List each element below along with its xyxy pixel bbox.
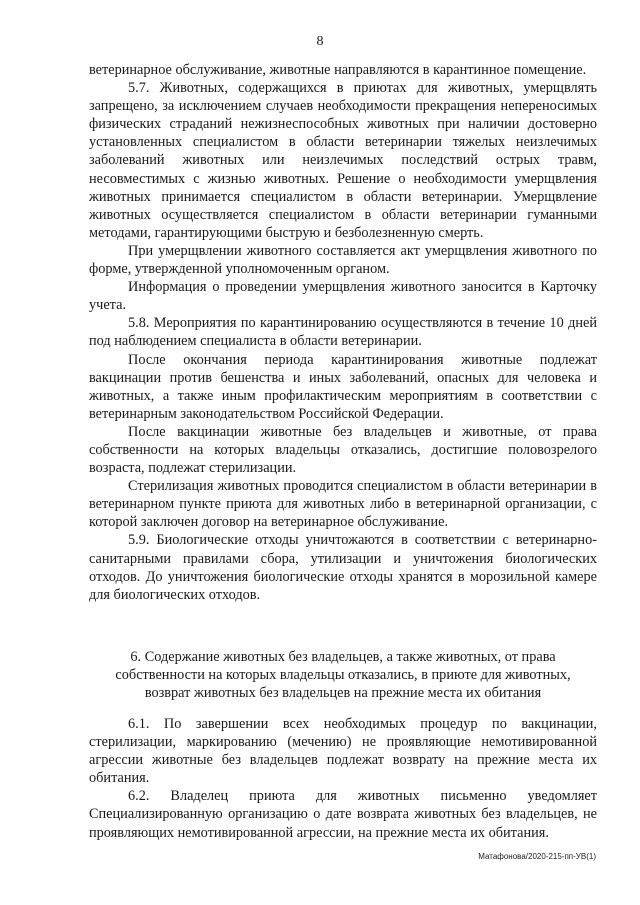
- section-heading: [89, 648, 597, 702]
- paragraph: ветеринарное обслуживание, животные направляются в карантинное помещение.: [89, 62, 587, 78]
- paragraph: 5.8. Мероприятия по карантинированию осуществляются в течение 10 дней под наблюдением специалиста в области ветеринарии.: [89, 315, 597, 350]
- paragraph: Стерилизация животных проводится специалистом в области ветеринарии в ветеринарном пункте приюта для животных либо в ветеринарной организации, с которой заключен договор на ветеринарное обслуживание.: [89, 478, 597, 531]
- section-heading-line: 6. Содержание животных без владельцев, а также животных, от права: [130, 649, 556, 665]
- section-heading-line: возврат животных без владельцев на прежние места их обитания: [144, 685, 542, 702]
- paragraph: 5.9. Биологические отходы уничтожаются в соответствии с ветеринарно-санитарными правилами сбора, утилизации и уничтожения биологических отходов. До уничтожения биологические отходы хранятся в морозильной камере для биологических отходов.: [89, 532, 597, 603]
- paragraph: 6.2. Владелец приюта для животных письменно уведомляет Специализированную организацию о дате возврата животных без владельцев, не проявляющих немотивированной агрессии, на прежние места их обитания.: [89, 788, 597, 841]
- paragraph: 5.7. Животных, содержащихся в приютах для животных, умерщвлять запрещено, за исключением случаев необходимости прекращения непереносимых физических страданий нежизнеспособных животных при наличии достоверно установленных специалистом в области ветеринарии тяжелых неизлечимых заболеваний животных или неизлечимых последствий острых травм, несовместимых с жизнью животных. Решение о необходимости умерщвления животных принимается специалистом в области ветеринарии. Умерщвление животных осуществляется специалистом в области ветеринарии гуманными методами, гарантирующими быструю и безболезненную смерть.: [89, 80, 597, 241]
- paragraph: Информация о проведении умерщвления животного заносится в Карточку учета.: [89, 279, 597, 314]
- paragraph: После вакцинации животные без владельцев и животные, от права собственности на которых владельцы отказались, достигшие половозрелого возраста, подлежат стерилизации.: [89, 423, 597, 477]
- paragraph: При умерщвлении животного составляется акт умерщвления животного по форме, утвержденной уполномоченным органом.: [89, 242, 597, 278]
- paragraph: После окончания периода карантинирования животные подлежат вакцинации против бешенства и иных заболеваний, опасных для человека и животных, а также иным профилактическим мероприятиям в соответствии с ветеринарным законодательством Российской Федерации.: [89, 351, 597, 422]
- section-heading-line: собственности на которых владельцы отказались, в приюте для животных,: [115, 667, 571, 684]
- paragraph: 6.1. По завершении всех необходимых процедур по вакцинации, стерилизации, маркированию (мечению) не проявляющие немотивированной агрессии животные без владельцев подлежат возврату на прежние места их обитания.: [89, 716, 597, 787]
- body-text: [89, 61, 597, 604]
- document-code: Матафонова/2020-215-пп-УВ(1): [478, 852, 596, 861]
- section-text: [89, 715, 597, 842]
- page-number: 8: [316, 34, 324, 49]
